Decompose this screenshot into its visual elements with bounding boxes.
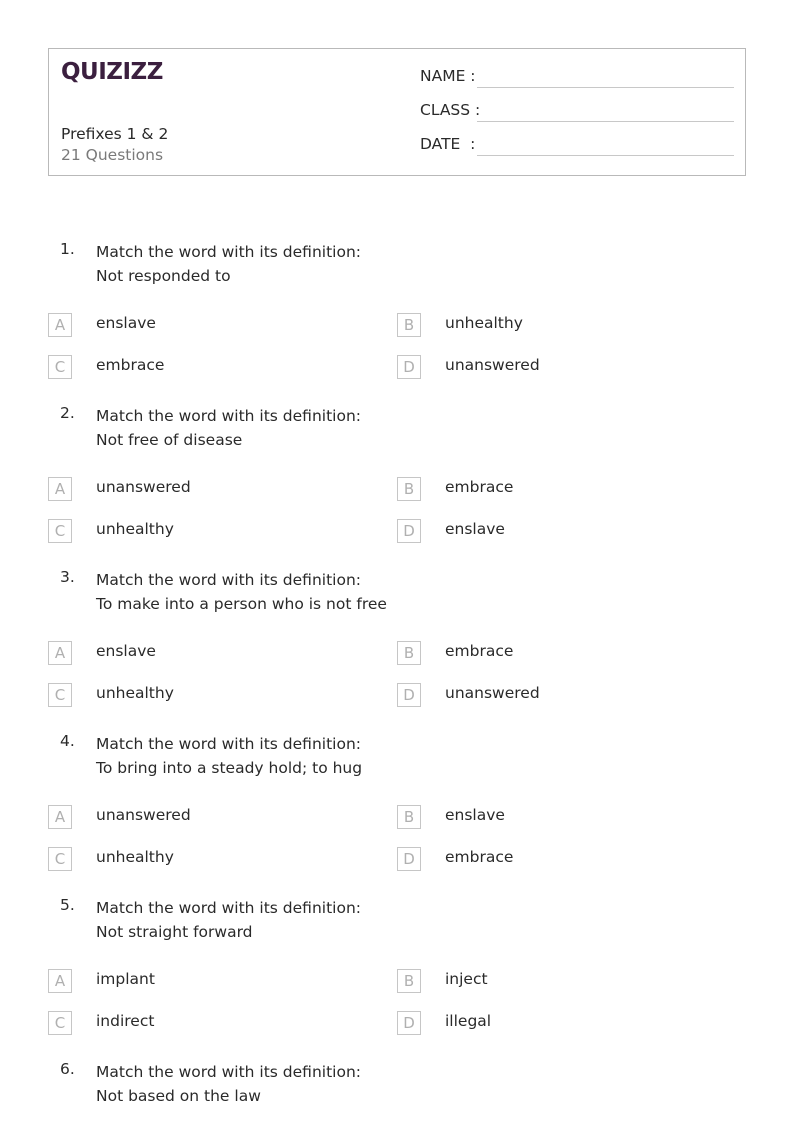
question-text (96, 404, 361, 452)
name-input-line[interactable] (477, 87, 734, 88)
option-text: unanswered (445, 684, 540, 702)
question-prompt: Match the word with its definition: (96, 1063, 361, 1081)
option-letter-box[interactable]: D (397, 847, 421, 871)
option-letter-box[interactable]: C (48, 355, 72, 379)
option-letter-box[interactable]: C (48, 519, 72, 543)
class-input-line[interactable] (477, 121, 734, 122)
question-count: 21 Questions (61, 146, 164, 164)
question-definition: Not free of disease (96, 431, 243, 449)
option-text: embrace (445, 478, 514, 496)
option-letter-box[interactable]: C (48, 683, 72, 707)
question-definition: Not based on the law (96, 1087, 261, 1105)
option-text: unhealthy (96, 520, 174, 538)
question-text (96, 1060, 361, 1108)
option-letter-box[interactable]: B (397, 313, 421, 337)
question-prompt: Match the word with its definition: (96, 899, 361, 917)
date-input-line[interactable] (477, 155, 734, 156)
option-letter-box[interactable]: B (397, 477, 421, 501)
date-label: DATE : (420, 135, 476, 153)
class-field[interactable] (420, 101, 734, 125)
name-label: NAME : (420, 67, 476, 85)
option-letter-box[interactable]: A (48, 969, 72, 993)
date-field[interactable] (420, 135, 734, 159)
option-letter-box[interactable]: D (397, 683, 421, 707)
option-text: enslave (96, 642, 156, 660)
option-letter-box[interactable]: A (48, 805, 72, 829)
option-text: embrace (445, 642, 514, 660)
option-text: unhealthy (96, 848, 174, 866)
question-text (96, 732, 362, 780)
option-text: embrace (96, 356, 165, 374)
option-letter-box[interactable]: A (48, 477, 72, 501)
question-definition: To bring into a steady hold; to hug (96, 759, 363, 777)
worksheet-title: Prefixes 1 & 2 (61, 125, 169, 143)
option-text: inject (445, 970, 488, 988)
option-text: enslave (445, 520, 505, 538)
class-label: CLASS : (420, 101, 481, 119)
question-definition: Not straight forward (96, 923, 253, 941)
name-field[interactable] (420, 67, 734, 91)
option-letter-box[interactable]: A (48, 313, 72, 337)
question-prompt: Match the word with its definition: (96, 243, 361, 261)
option-text: unanswered (96, 478, 191, 496)
option-text: embrace (445, 848, 514, 866)
question-text (96, 240, 361, 288)
option-text: implant (96, 970, 155, 988)
question-number: 5. (60, 896, 75, 914)
option-letter-box[interactable]: B (397, 969, 421, 993)
option-text: illegal (445, 1012, 492, 1030)
question-number: 3. (60, 568, 75, 586)
question-prompt: Match the word with its definition: (96, 735, 361, 753)
option-letter-box[interactable]: B (397, 641, 421, 665)
option-text: unanswered (445, 356, 540, 374)
option-text: enslave (445, 806, 505, 824)
question-prompt: Match the word with its definition: (96, 407, 361, 425)
quizizz-logo: QUIZIZZ (61, 59, 163, 85)
option-text: unhealthy (445, 314, 523, 332)
question-number: 2. (60, 404, 75, 422)
option-letter-box[interactable]: A (48, 641, 72, 665)
option-letter-box[interactable]: C (48, 847, 72, 871)
option-letter-box[interactable]: D (397, 519, 421, 543)
option-letter-box[interactable]: C (48, 1011, 72, 1035)
question-number: 4. (60, 732, 75, 750)
option-text: unanswered (96, 806, 191, 824)
question-text (96, 568, 387, 616)
option-text: enslave (96, 314, 156, 332)
question-definition: Not responded to (96, 267, 231, 285)
option-letter-box[interactable]: D (397, 355, 421, 379)
question-definition: To make into a person who is not free (96, 595, 387, 613)
option-text: unhealthy (96, 684, 174, 702)
option-letter-box[interactable]: B (397, 805, 421, 829)
question-number: 1. (60, 240, 75, 258)
question-text (96, 896, 361, 944)
question-prompt: Match the word with its definition: (96, 571, 361, 589)
option-letter-box[interactable]: D (397, 1011, 421, 1035)
worksheet-header (48, 48, 746, 176)
option-text: indirect (96, 1012, 155, 1030)
question-number: 6. (60, 1060, 75, 1078)
